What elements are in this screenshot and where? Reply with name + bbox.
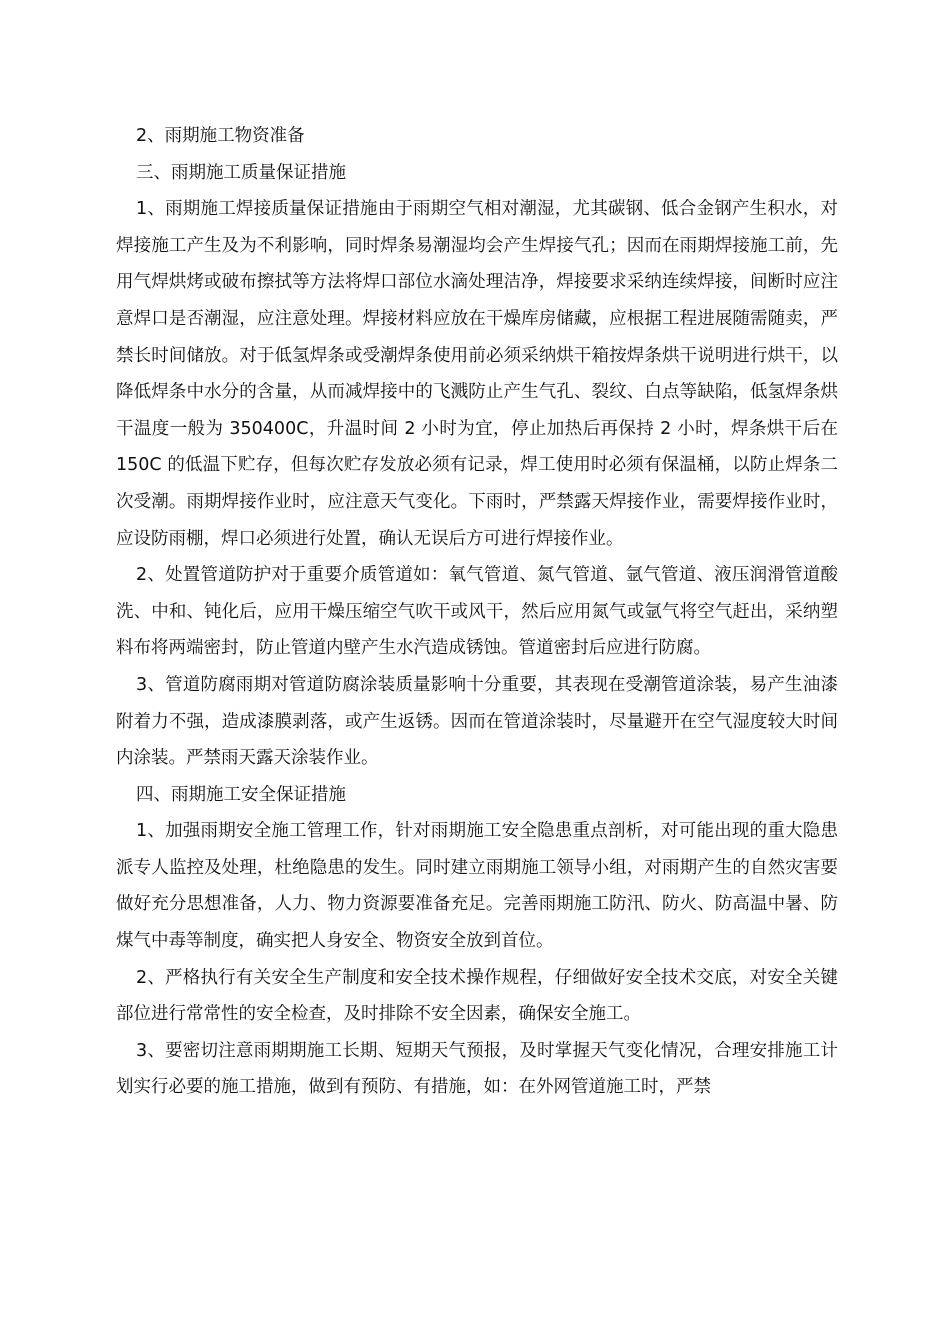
section-heading-quality-measures: 三、雨期施工质量保证措施	[136, 162, 346, 183]
paragraph-safety-management: 1、加强雨期安全施工管理工作，针对雨期施工安全隐患重点剖析，对可能出现的重大隐患派专人监控及处理，杜绝隐患的发生。同时建立雨期施工领导小组，对雨期产生的自然灾害要做好充分思想准备，人力、物力资源要准备充足。完善雨期施工防汛、防火、防高温中暑、防煤气中毒等制度，确实把人身安全、物资安全放到首位。	[116, 821, 838, 952]
section-heading-safety-measures: 四、雨期施工安全保证措施	[136, 784, 346, 805]
subheading-material-preparation: 2、雨期施工物资准备	[136, 126, 305, 146]
paragraph-weather-forecast: 3、要密切注意雨期期施工长期、短期天气预报，及时掌握天气变化情况，合理安排施工计划实行必要的施工措施，做到有预防、有措施，如：在外网管道施工时，严禁	[116, 1040, 838, 1098]
paragraph-welding-quality: 1、雨期施工焊接质量保证措施由于雨期空气相对潮湿，尤其碳钢、低合金钢产生积水，对焊接施工产生及为不利影响，同时焊条易潮湿均会产生焊接气孔；因而在雨期焊接施工前，先用气焊烘烤或破布擦拭等方法将焊口部位水滴处理洁净，焊接要求采纳连续焊接，间断时应注意焊口是否潮湿，应注意处理。焊接材料应放在干燥库房储藏，应根据工程进展随需随卖，严禁长时间储放。对于低氢焊条或受潮焊条使用前必须采纳烘干箱按焊条烘干说明进行烘干，以降低焊条中水分的含量，从而减焊接中的飞溅防止产生气孔、裂纹、白点等缺陷，低氢焊条烘干温度一般为 350400C，升温时间 2 小时为宜，停止加热后再保持 2 小时，焊条烘干后在 150C 的低温下贮存，但每次贮存发放必须有记录，焊工使用时必须有保温桶，以防止焊条二次受潮。雨期焊接作业时，应注意天气变化。下雨时，严禁露天焊接作业，需要焊接作业时，应设防雨棚，焊口必须进行处置，确认无误后方可进行焊接作业。	[116, 199, 838, 549]
paragraph-pipe-anticorrosion: 3、管道防腐雨期对管道防腐涂装质量影响十分重要，其表现在受潮管道涂装，易产生油漆附着力不强，造成漆膜剥落，或产生返锈。因而在管道涂装时，尽量避开在空气湿度较大时间内涂装。严禁雨天露天涂装作业。	[116, 674, 838, 769]
document-body	[116, 118, 838, 1106]
paragraph-pipe-protection: 2、处置管道防护对于重要介质管道如：氧气管道、氮气管道、氩气管道、液压润滑管道酸洗、中和、钝化后，应用干燥压缩空气吹干或风干，然后应用氮气或氩气将空气赶出，采纳塑料布将两端密封，防止管道内壁产生水汽造成锈蚀。管道密封后应进行防腐。	[116, 565, 838, 659]
paragraph-safety-regulations: 2、严格执行有关安全生产制度和安全技术操作规程，仔细做好安全技术交底，对安全关键部位进行常常性的安全检查，及时排除不安全因素，确保安全施工。	[116, 967, 838, 1025]
